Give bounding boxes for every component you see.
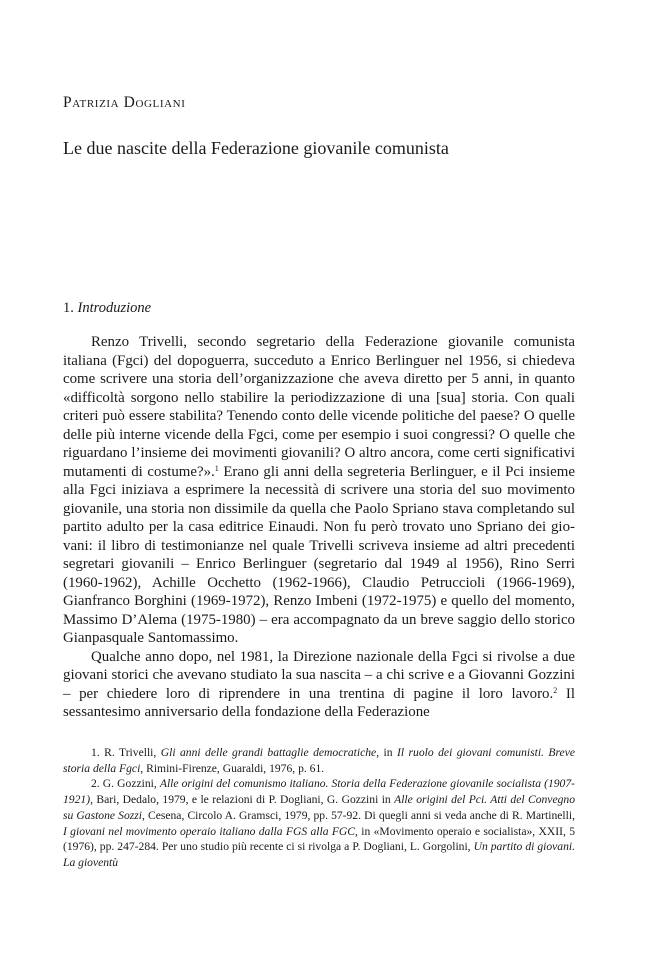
author-name: Patrizia Dogliani (63, 94, 186, 111)
paragraph-1-text: Renzo Trivelli, secondo segretario della Federazione giovanile comunista italiana (Fgci) del dopoguerra, succeduto a Enrico Berlinguer nel 1956, si chiedeva come scrivere una storia dell’organizzazione che aveva diretto per 5 anni, in quanto «difficoltà sorgono nello stabilire la periodizzazione di una [sua] storia. Con quali criteri può essere stabilita? Tenendo conto delle vicende politiche del paese? O quelle delle più interne vicende della Fgci, come per esempio i suoi congressi? O quelle che riguardano l’insieme dei movimenti giovanili? O altro ancora, come certi significativi mutamenti di costume?». (63, 334, 575, 480)
section-title: Introduzione (77, 300, 152, 316)
footnote-1-author: 1. R. Trivelli, (91, 746, 161, 759)
footnote-2-title: Alle origini del comunismo italiano. Storia della Federazione giovanile socialista (1907-1921) (63, 777, 575, 807)
paragraph-2-continuation: Il sessantesimo anniversario della fondazione della Federazione (63, 685, 575, 720)
footnote-2-text-1: , Bari, Dedalo, 1979, e le relazioni di P. Dogliani, G. Gozzini in (90, 793, 395, 807)
footnotes (63, 745, 575, 871)
paragraph-2-text: Qualche anno dopo, nel 1981, la Direzione nazionale della Fgci si rivolse a due giovani storici che avevano studiato la sua nascita – a chi scrive e a Giovanni Gozzini – per chiedere loro di riprendere in una trentina di pagine il loro lavoro. (63, 648, 575, 702)
footnote-1-publisher: , Rimini-Firenze, Guaraldi, 1976, p. 61. (140, 761, 325, 775)
footnote-2-book: Alle origini del Pci. Atti del Convegno su Gastone Sozzi (63, 793, 575, 822)
section-heading (63, 300, 151, 317)
footnote-2-text-2: , Cesena, Circolo A. Gramsci, 1979, pp. 57-92. Di quegli anni si veda anche di R. Martinelli, (141, 808, 575, 822)
footnote-1 (63, 745, 575, 776)
paragraph-1 (63, 333, 575, 648)
footnote-ref-2[interactable]: 2 (553, 685, 558, 695)
footnote-1-book: Il ruolo dei giovani comunisti. Breve storia della Fgci (63, 746, 575, 775)
footnote-2-book-2: Un partito di giovani. La gioventù (63, 840, 576, 869)
footnote-2 (63, 776, 575, 870)
footnote-1-sep: , in (376, 746, 398, 759)
paragraph-1-continuation: Erano gli anni della segreteria Berlinguer, e il Pci insieme alla Fgci iniziava a esprimere la necessità di scrivere una storia del suo movimento giovanile, una storia non dissimile da quella che Paolo Spriano stava completando sul partito adulto per la casa editrice Einaudi. Non fu però trovato uno Spriano dei giovani: il libro di testimonianze nel quale Trivelli scriveva insieme ad altri precedenti segretari giovanili – Enrico Berlinguer (segretario dal 1949 al 1956), Rino Serri (1960-1962), Achille Occhetto (1962-1966), Claudio Petruccioli (1966-1969), Gianfranco Borghini (1969-1972), Renzo Imbeni (1972-1975) e quello del momento, Massimo D’Alema (1975-1980) – era accompagnato da un breve saggio dello storico Gianpasquale Santomassimo. (63, 463, 575, 646)
footnote-2-text-3: , in «Movimento operaio e socialista», XXII, 5 (1976), pp. 247-284. Per uno studio più recente ci si rivolga a P. Dogliani, L. Gorgolini, (63, 824, 576, 854)
footnote-2-author: 2. G. Gozzini, (91, 777, 160, 791)
body-text (63, 333, 575, 722)
section-number: 1. (63, 300, 74, 316)
paragraph-2 (63, 648, 575, 722)
footnote-ref-1[interactable]: 1 (214, 463, 219, 473)
footnote-2-article: I giovani nel movimento operaio italiano dalla FGS alla FGC (63, 824, 356, 838)
footnote-1-title: Gli anni delle grandi battaglie democratiche (160, 746, 377, 759)
chapter-title: Le due nascite della Federazione giovanile comunista (63, 138, 449, 158)
